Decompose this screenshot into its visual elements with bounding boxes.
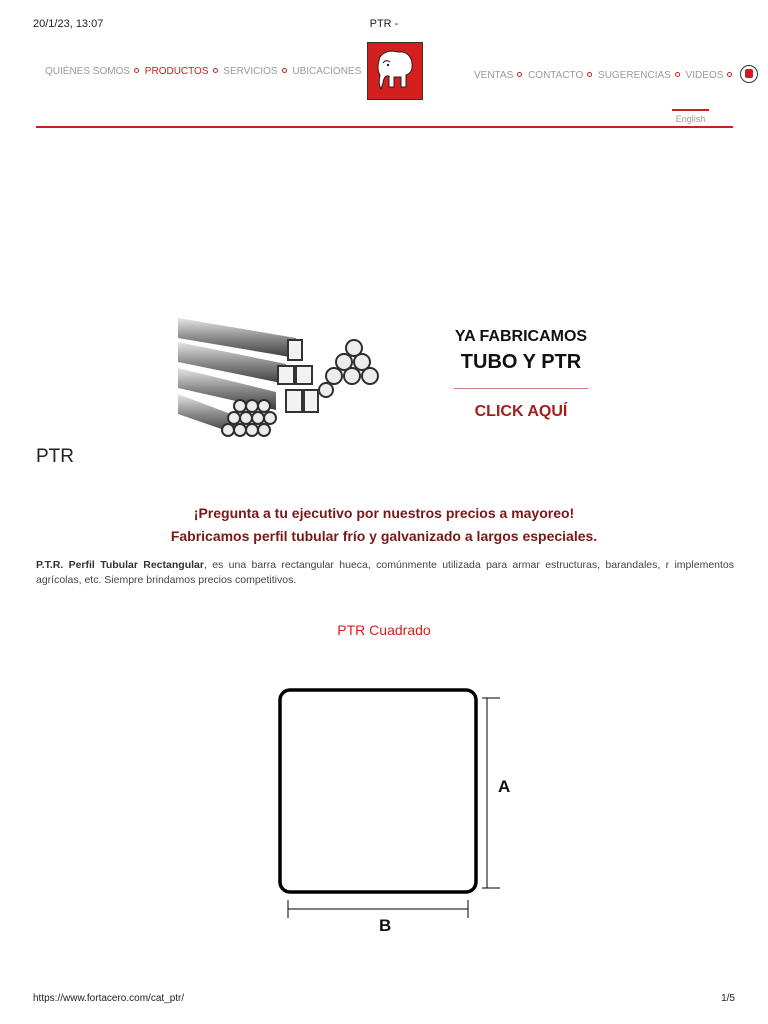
nav-separator-dot: [134, 68, 139, 73]
nav-separator-dot: [587, 72, 592, 77]
nav-left: [45, 66, 361, 77]
nav-right: [474, 66, 758, 84]
brand-badge-icon[interactable]: [740, 65, 758, 83]
dimension-b-label: B: [379, 916, 392, 935]
language-link-english[interactable]: English: [672, 109, 709, 124]
steel-pipes-image: [176, 310, 386, 442]
nav-item-contacto[interactable]: CONTACTO: [528, 69, 584, 81]
page-number: 1/5: [721, 993, 735, 1004]
square-ptr-diagram: [270, 680, 510, 940]
nav-item-sugerencias[interactable]: SUGERENCIAS: [598, 69, 671, 81]
nav-item-videos[interactable]: VIDEOS: [685, 69, 724, 81]
nav-separator-dot: [282, 68, 287, 73]
banner-headline: YA FABRICAMOS: [454, 328, 588, 345]
elephant-logo[interactable]: [367, 42, 423, 100]
nav-item-ubicaciones[interactable]: UBICACIONES: [292, 66, 362, 77]
nav-separator-dot: [517, 72, 522, 77]
product-description: [36, 558, 734, 588]
print-date: 20/1/23, 13:07: [33, 18, 104, 30]
nav-item-ventas[interactable]: VENTAS: [474, 69, 514, 81]
nav-item-quienes-somos[interactable]: QUIÉNES SOMOS: [45, 66, 131, 77]
print-header: [33, 18, 735, 32]
nav-separator-dot: [213, 68, 218, 73]
header-divider: [36, 126, 733, 128]
description-text: , es una barra rectangular hueca, comúnmente utilizada para armar estructuras, barandales, r implementos agrícolas, etc. Siempre brindamos precios competitivos.: [36, 559, 734, 586]
nav-separator-dot: [727, 72, 732, 77]
nav-item-productos[interactable]: PRODUCTOS: [144, 66, 209, 77]
banner-divider: [454, 388, 588, 389]
promo-line-2: Fabricamos perfil tubular frío y galvanizado a largos especiales.: [170, 528, 598, 544]
promo-line-1: ¡Pregunta a tu ejecutivo por nuestros precios a mayoreo!: [193, 505, 575, 521]
description-term: P.T.R. Perfil Tubular Rectangular: [36, 559, 204, 571]
page-title: PTR: [36, 446, 74, 467]
promo-banner[interactable]: [176, 310, 626, 442]
banner-text: [436, 310, 606, 421]
dimension-a-label: A: [498, 777, 510, 796]
banner-product: TUBO Y PTR: [460, 351, 582, 373]
nav-item-servicios[interactable]: SERVICIOS: [223, 66, 278, 77]
banner-cta-link[interactable]: CLICK AQUÍ: [474, 403, 568, 420]
page-url: https://www.fortacero.com/cat_ptr/: [33, 993, 185, 1004]
section-subtitle: PTR Cuadrado: [337, 622, 431, 638]
nav-separator-dot: [675, 72, 680, 77]
print-title: PTR -: [369, 18, 399, 30]
